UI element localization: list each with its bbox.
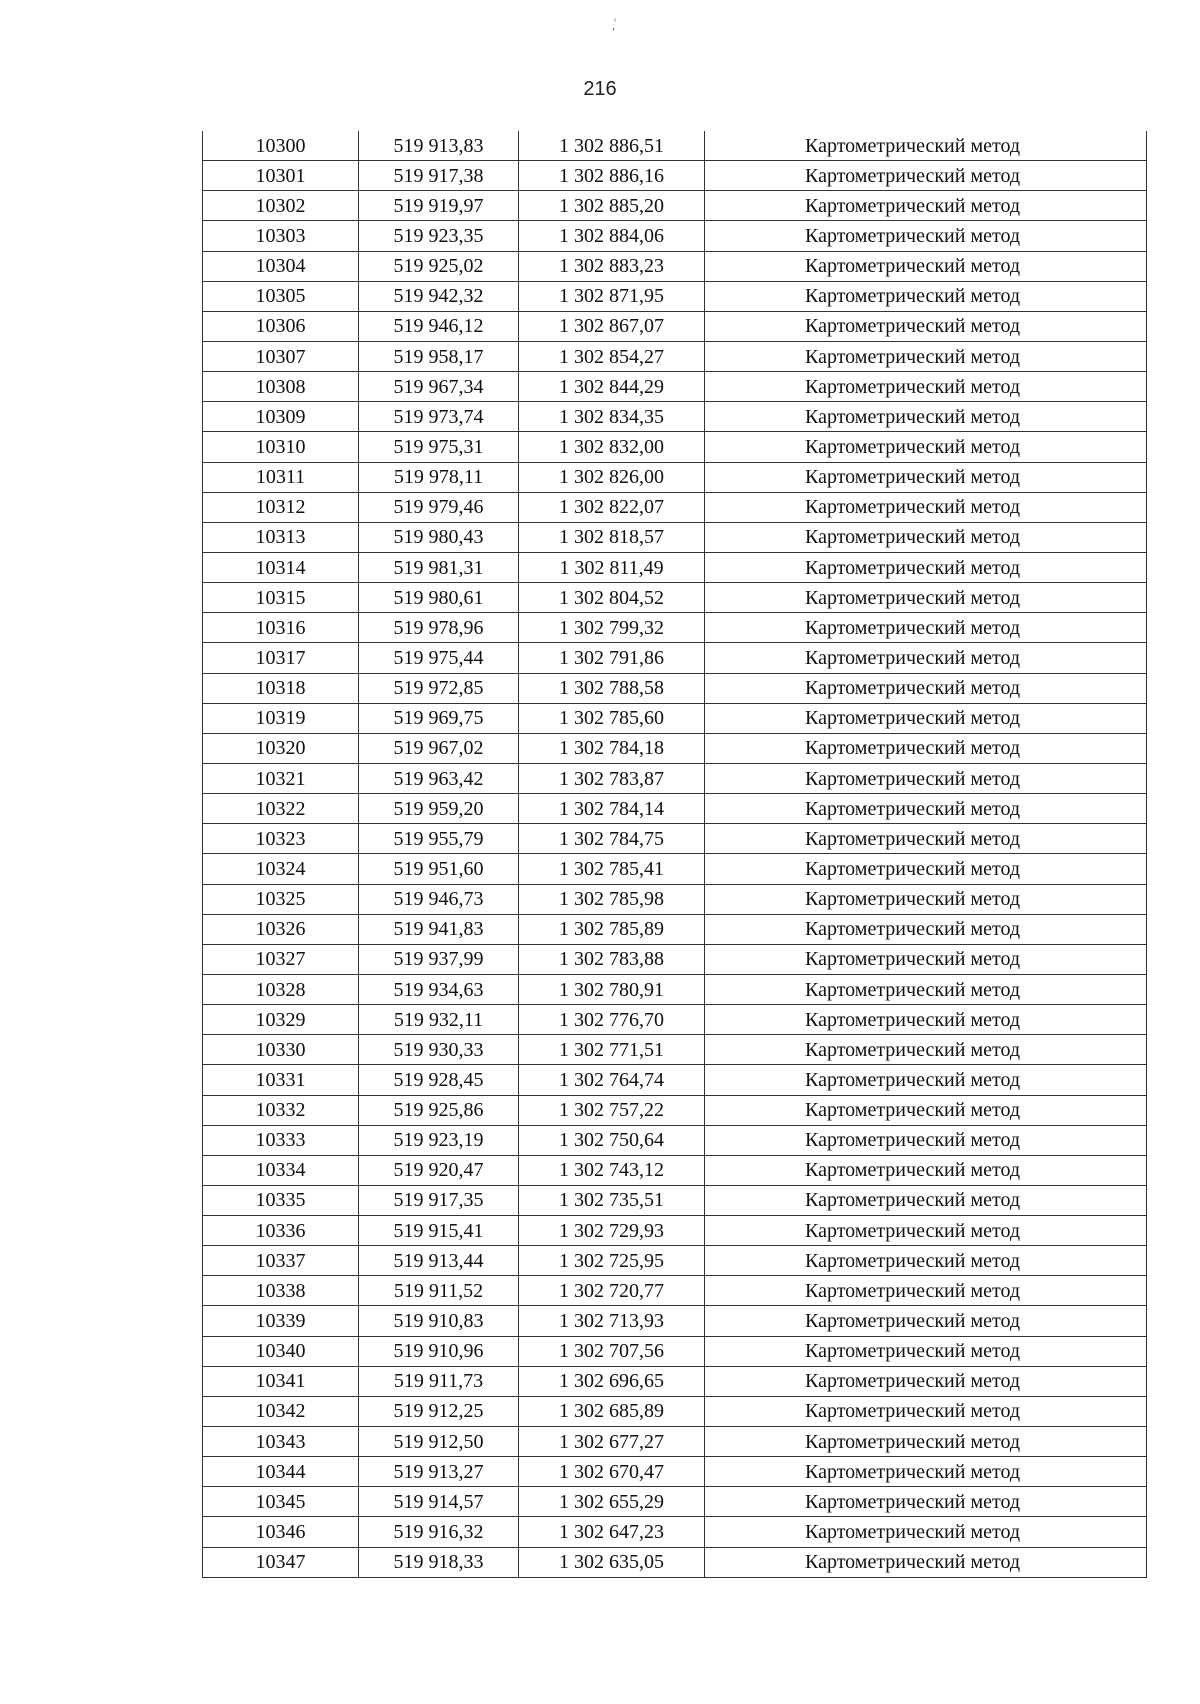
- x-coordinate-cell: 519 942,32: [359, 281, 519, 311]
- table-row: [203, 1487, 1147, 1517]
- method-cell: Картометрический метод: [705, 884, 1147, 914]
- table-row: [203, 1125, 1147, 1155]
- point-number-cell: 10347: [203, 1547, 359, 1577]
- y-coordinate-cell: 1 302 776,70: [519, 1005, 705, 1035]
- table-row: [203, 281, 1147, 311]
- table-row: [203, 552, 1147, 582]
- method-cell: Картометрический метод: [705, 1125, 1147, 1155]
- point-number-cell: 10335: [203, 1185, 359, 1215]
- point-number-cell: 10322: [203, 794, 359, 824]
- point-number-cell: 10336: [203, 1216, 359, 1246]
- method-cell: Картометрический метод: [705, 583, 1147, 613]
- method-cell: Картометрический метод: [705, 281, 1147, 311]
- x-coordinate-cell: 519 980,43: [359, 522, 519, 552]
- y-coordinate-cell: 1 302 871,95: [519, 281, 705, 311]
- point-number-cell: 10344: [203, 1457, 359, 1487]
- y-coordinate-cell: 1 302 771,51: [519, 1035, 705, 1065]
- x-coordinate-cell: 519 946,12: [359, 311, 519, 341]
- table-row: [203, 191, 1147, 221]
- y-coordinate-cell: 1 302 784,75: [519, 824, 705, 854]
- table-row: [203, 1306, 1147, 1336]
- y-coordinate-cell: 1 302 804,52: [519, 583, 705, 613]
- method-cell: Картометрический метод: [705, 1517, 1147, 1547]
- point-number-cell: 10319: [203, 703, 359, 733]
- table-row: [203, 974, 1147, 1004]
- table-row: [203, 1005, 1147, 1035]
- x-coordinate-cell: 519 937,99: [359, 944, 519, 974]
- point-number-cell: 10345: [203, 1487, 359, 1517]
- method-cell: Картометрический метод: [705, 1396, 1147, 1426]
- method-cell: Картометрический метод: [705, 824, 1147, 854]
- point-number-cell: 10300: [203, 131, 359, 161]
- x-coordinate-cell: 519 978,96: [359, 613, 519, 643]
- table-row: [203, 824, 1147, 854]
- x-coordinate-cell: 519 934,63: [359, 974, 519, 1004]
- table-row: [203, 794, 1147, 824]
- y-coordinate-cell: 1 302 788,58: [519, 673, 705, 703]
- method-cell: Картометрический метод: [705, 1487, 1147, 1517]
- table-row: [203, 1216, 1147, 1246]
- y-coordinate-cell: 1 302 720,77: [519, 1276, 705, 1306]
- x-coordinate-cell: 519 941,83: [359, 914, 519, 944]
- table-row: [203, 221, 1147, 251]
- method-cell: Картометрический метод: [705, 432, 1147, 462]
- x-coordinate-cell: 519 923,35: [359, 221, 519, 251]
- method-cell: Картометрический метод: [705, 1095, 1147, 1125]
- table-row: [203, 1095, 1147, 1125]
- point-number-cell: 10329: [203, 1005, 359, 1035]
- y-coordinate-cell: 1 302 834,35: [519, 402, 705, 432]
- x-coordinate-cell: 519 959,20: [359, 794, 519, 824]
- method-cell: Картометрический метод: [705, 1547, 1147, 1577]
- table-row: [203, 131, 1147, 161]
- method-cell: Картометрический метод: [705, 372, 1147, 402]
- method-cell: Картометрический метод: [705, 522, 1147, 552]
- method-cell: Картометрический метод: [705, 733, 1147, 763]
- y-coordinate-cell: 1 302 784,18: [519, 733, 705, 763]
- y-coordinate-cell: 1 302 757,22: [519, 1095, 705, 1125]
- table-row: [203, 251, 1147, 281]
- x-coordinate-cell: 519 930,33: [359, 1035, 519, 1065]
- y-coordinate-cell: 1 302 764,74: [519, 1065, 705, 1095]
- table-row: [203, 703, 1147, 733]
- point-number-cell: 10346: [203, 1517, 359, 1547]
- table-row: [203, 1457, 1147, 1487]
- x-coordinate-cell: 519 915,41: [359, 1216, 519, 1246]
- y-coordinate-cell: 1 302 791,86: [519, 643, 705, 673]
- point-number-cell: 10311: [203, 462, 359, 492]
- y-coordinate-cell: 1 302 655,29: [519, 1487, 705, 1517]
- table-row: [203, 944, 1147, 974]
- point-number-cell: 10332: [203, 1095, 359, 1125]
- x-coordinate-cell: 519 979,46: [359, 492, 519, 522]
- x-coordinate-cell: 519 914,57: [359, 1487, 519, 1517]
- coordinates-table-body: [203, 131, 1147, 1577]
- y-coordinate-cell: 1 302 743,12: [519, 1155, 705, 1185]
- x-coordinate-cell: 519 980,61: [359, 583, 519, 613]
- method-cell: Картометрический метод: [705, 131, 1147, 161]
- x-coordinate-cell: 519 925,02: [359, 251, 519, 281]
- x-coordinate-cell: 519 951,60: [359, 854, 519, 884]
- point-number-cell: 10324: [203, 854, 359, 884]
- scan-artifact-mark: ٰ,: [612, 18, 615, 32]
- table-row: [203, 522, 1147, 552]
- x-coordinate-cell: 519 925,86: [359, 1095, 519, 1125]
- method-cell: Картометрический метод: [705, 1216, 1147, 1246]
- method-cell: Картометрический метод: [705, 1306, 1147, 1336]
- x-coordinate-cell: 519 928,45: [359, 1065, 519, 1095]
- y-coordinate-cell: 1 302 785,60: [519, 703, 705, 733]
- y-coordinate-cell: 1 302 811,49: [519, 552, 705, 582]
- point-number-cell: 10327: [203, 944, 359, 974]
- table-row: [203, 1276, 1147, 1306]
- point-number-cell: 10315: [203, 583, 359, 613]
- table-row: [203, 583, 1147, 613]
- x-coordinate-cell: 519 913,83: [359, 131, 519, 161]
- method-cell: Картометрический метод: [705, 462, 1147, 492]
- table-row: [203, 1185, 1147, 1215]
- method-cell: Картометрический метод: [705, 1246, 1147, 1276]
- point-number-cell: 10304: [203, 251, 359, 281]
- method-cell: Картометрический метод: [705, 1457, 1147, 1487]
- y-coordinate-cell: 1 302 647,23: [519, 1517, 705, 1547]
- x-coordinate-cell: 519 932,11: [359, 1005, 519, 1035]
- y-coordinate-cell: 1 302 677,27: [519, 1427, 705, 1457]
- x-coordinate-cell: 519 917,38: [359, 161, 519, 191]
- y-coordinate-cell: 1 302 685,89: [519, 1396, 705, 1426]
- method-cell: Картометрический метод: [705, 221, 1147, 251]
- y-coordinate-cell: 1 302 635,05: [519, 1547, 705, 1577]
- y-coordinate-cell: 1 302 822,07: [519, 492, 705, 522]
- x-coordinate-cell: 519 973,74: [359, 402, 519, 432]
- x-coordinate-cell: 519 916,32: [359, 1517, 519, 1547]
- y-coordinate-cell: 1 302 818,57: [519, 522, 705, 552]
- table-row: [203, 613, 1147, 643]
- method-cell: Картометрический метод: [705, 251, 1147, 281]
- y-coordinate-cell: 1 302 670,47: [519, 1457, 705, 1487]
- x-coordinate-cell: 519 975,31: [359, 432, 519, 462]
- x-coordinate-cell: 519 955,79: [359, 824, 519, 854]
- x-coordinate-cell: 519 969,75: [359, 703, 519, 733]
- table-row: [203, 854, 1147, 884]
- point-number-cell: 10333: [203, 1125, 359, 1155]
- table-row: [203, 432, 1147, 462]
- y-coordinate-cell: 1 302 884,06: [519, 221, 705, 251]
- x-coordinate-cell: 519 912,25: [359, 1396, 519, 1426]
- method-cell: Картометрический метод: [705, 1185, 1147, 1215]
- y-coordinate-cell: 1 302 783,87: [519, 763, 705, 793]
- method-cell: Картометрический метод: [705, 944, 1147, 974]
- coordinates-table: [202, 131, 1147, 1578]
- table-row: [203, 1366, 1147, 1396]
- y-coordinate-cell: 1 302 785,98: [519, 884, 705, 914]
- method-cell: Картометрический метод: [705, 763, 1147, 793]
- point-number-cell: 10328: [203, 974, 359, 1004]
- method-cell: Картометрический метод: [705, 703, 1147, 733]
- method-cell: Картометрический метод: [705, 1276, 1147, 1306]
- y-coordinate-cell: 1 302 735,51: [519, 1185, 705, 1215]
- y-coordinate-cell: 1 302 883,23: [519, 251, 705, 281]
- y-coordinate-cell: 1 302 785,89: [519, 914, 705, 944]
- point-number-cell: 10309: [203, 402, 359, 432]
- table-row: [203, 1396, 1147, 1426]
- point-number-cell: 10310: [203, 432, 359, 462]
- table-row: [203, 462, 1147, 492]
- method-cell: Картометрический метод: [705, 794, 1147, 824]
- method-cell: Картометрический метод: [705, 1366, 1147, 1396]
- table-row: [203, 914, 1147, 944]
- x-coordinate-cell: 519 967,34: [359, 372, 519, 402]
- y-coordinate-cell: 1 302 785,41: [519, 854, 705, 884]
- point-number-cell: 10338: [203, 1276, 359, 1306]
- point-number-cell: 10318: [203, 673, 359, 703]
- method-cell: Картометрический метод: [705, 854, 1147, 884]
- point-number-cell: 10343: [203, 1427, 359, 1457]
- x-coordinate-cell: 519 911,73: [359, 1366, 519, 1396]
- x-coordinate-cell: 519 972,85: [359, 673, 519, 703]
- point-number-cell: 10342: [203, 1396, 359, 1426]
- y-coordinate-cell: 1 302 885,20: [519, 191, 705, 221]
- y-coordinate-cell: 1 302 725,95: [519, 1246, 705, 1276]
- table-row: [203, 1065, 1147, 1095]
- method-cell: Картометрический метод: [705, 1035, 1147, 1065]
- x-coordinate-cell: 519 946,73: [359, 884, 519, 914]
- y-coordinate-cell: 1 302 799,32: [519, 613, 705, 643]
- point-number-cell: 10339: [203, 1306, 359, 1336]
- page-number: 216: [583, 78, 617, 100]
- table-row: [203, 1517, 1147, 1547]
- table-row: [203, 1336, 1147, 1366]
- x-coordinate-cell: 519 918,33: [359, 1547, 519, 1577]
- method-cell: Картометрический метод: [705, 402, 1147, 432]
- point-number-cell: 10302: [203, 191, 359, 221]
- point-number-cell: 10321: [203, 763, 359, 793]
- point-number-cell: 10323: [203, 824, 359, 854]
- point-number-cell: 10320: [203, 733, 359, 763]
- point-number-cell: 10306: [203, 311, 359, 341]
- method-cell: Картометрический метод: [705, 673, 1147, 703]
- y-coordinate-cell: 1 302 713,93: [519, 1306, 705, 1336]
- point-number-cell: 10307: [203, 341, 359, 371]
- x-coordinate-cell: 519 978,11: [359, 462, 519, 492]
- table-row: [203, 1547, 1147, 1577]
- table-row: [203, 402, 1147, 432]
- x-coordinate-cell: 519 911,52: [359, 1276, 519, 1306]
- x-coordinate-cell: 519 910,83: [359, 1306, 519, 1336]
- x-coordinate-cell: 519 913,27: [359, 1457, 519, 1487]
- table-row: [203, 161, 1147, 191]
- x-coordinate-cell: 519 919,97: [359, 191, 519, 221]
- x-coordinate-cell: 519 958,17: [359, 341, 519, 371]
- y-coordinate-cell: 1 302 696,65: [519, 1366, 705, 1396]
- point-number-cell: 10326: [203, 914, 359, 944]
- x-coordinate-cell: 519 963,42: [359, 763, 519, 793]
- point-number-cell: 10303: [203, 221, 359, 251]
- y-coordinate-cell: 1 302 854,27: [519, 341, 705, 371]
- point-number-cell: 10331: [203, 1065, 359, 1095]
- table-row: [203, 372, 1147, 402]
- point-number-cell: 10308: [203, 372, 359, 402]
- y-coordinate-cell: 1 302 886,51: [519, 131, 705, 161]
- y-coordinate-cell: 1 302 867,07: [519, 311, 705, 341]
- table-row: [203, 1035, 1147, 1065]
- y-coordinate-cell: 1 302 729,93: [519, 1216, 705, 1246]
- table-row: [203, 733, 1147, 763]
- method-cell: Картометрический метод: [705, 1065, 1147, 1095]
- x-coordinate-cell: 519 923,19: [359, 1125, 519, 1155]
- point-number-cell: 10313: [203, 522, 359, 552]
- method-cell: Картометрический метод: [705, 341, 1147, 371]
- point-number-cell: 10316: [203, 613, 359, 643]
- point-number-cell: 10341: [203, 1366, 359, 1396]
- table-row: [203, 311, 1147, 341]
- method-cell: Картометрический метод: [705, 1336, 1147, 1366]
- x-coordinate-cell: 519 912,50: [359, 1427, 519, 1457]
- point-number-cell: 10340: [203, 1336, 359, 1366]
- point-number-cell: 10314: [203, 552, 359, 582]
- x-coordinate-cell: 519 967,02: [359, 733, 519, 763]
- y-coordinate-cell: 1 302 826,00: [519, 462, 705, 492]
- table-row: [203, 1155, 1147, 1185]
- point-number-cell: 10325: [203, 884, 359, 914]
- x-coordinate-cell: 519 910,96: [359, 1336, 519, 1366]
- point-number-cell: 10312: [203, 492, 359, 522]
- method-cell: Картометрический метод: [705, 552, 1147, 582]
- y-coordinate-cell: 1 302 886,16: [519, 161, 705, 191]
- point-number-cell: 10305: [203, 281, 359, 311]
- table-row: [203, 1246, 1147, 1276]
- method-cell: Картометрический метод: [705, 1005, 1147, 1035]
- y-coordinate-cell: 1 302 844,29: [519, 372, 705, 402]
- method-cell: Картометрический метод: [705, 1427, 1147, 1457]
- table-row: [203, 673, 1147, 703]
- y-coordinate-cell: 1 302 780,91: [519, 974, 705, 1004]
- table-row: [203, 1427, 1147, 1457]
- method-cell: Картометрический метод: [705, 643, 1147, 673]
- x-coordinate-cell: 519 920,47: [359, 1155, 519, 1185]
- point-number-cell: 10317: [203, 643, 359, 673]
- method-cell: Картометрический метод: [705, 311, 1147, 341]
- point-number-cell: 10337: [203, 1246, 359, 1276]
- x-coordinate-cell: 519 981,31: [359, 552, 519, 582]
- point-number-cell: 10301: [203, 161, 359, 191]
- y-coordinate-cell: 1 302 832,00: [519, 432, 705, 462]
- table-row: [203, 884, 1147, 914]
- method-cell: Картометрический метод: [705, 1155, 1147, 1185]
- y-coordinate-cell: 1 302 750,64: [519, 1125, 705, 1155]
- table-row: [203, 341, 1147, 371]
- method-cell: Картометрический метод: [705, 161, 1147, 191]
- method-cell: Картометрический метод: [705, 191, 1147, 221]
- y-coordinate-cell: 1 302 783,88: [519, 944, 705, 974]
- table-row: [203, 643, 1147, 673]
- y-coordinate-cell: 1 302 784,14: [519, 794, 705, 824]
- method-cell: Картометрический метод: [705, 914, 1147, 944]
- method-cell: Картометрический метод: [705, 974, 1147, 1004]
- x-coordinate-cell: 519 913,44: [359, 1246, 519, 1276]
- x-coordinate-cell: 519 975,44: [359, 643, 519, 673]
- point-number-cell: 10330: [203, 1035, 359, 1065]
- x-coordinate-cell: 519 917,35: [359, 1185, 519, 1215]
- table-row: [203, 492, 1147, 522]
- y-coordinate-cell: 1 302 707,56: [519, 1336, 705, 1366]
- method-cell: Картометрический метод: [705, 613, 1147, 643]
- method-cell: Картометрический метод: [705, 492, 1147, 522]
- table-row: [203, 763, 1147, 793]
- point-number-cell: 10334: [203, 1155, 359, 1185]
